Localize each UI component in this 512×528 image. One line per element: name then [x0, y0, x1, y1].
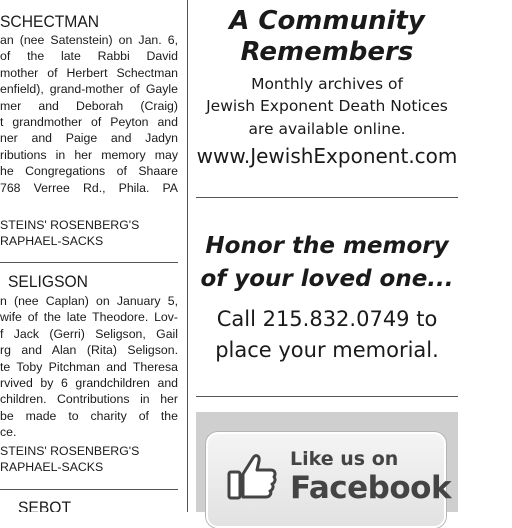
- memorial-heading: Honor the memory: [205, 233, 449, 259]
- website-link[interactable]: www.JewishExponent.com: [196, 144, 458, 168]
- divider: [0, 489, 178, 490]
- obituary-line: mother of Herbert Schectman: [0, 65, 178, 80]
- obituary-column: [0, 0, 178, 512]
- community-title: Remembers: [240, 37, 414, 67]
- obituary-line: of the late Rabbi David: [0, 49, 178, 64]
- funeral-home: RAPHAEL-SACKS: [0, 234, 104, 248]
- divider: [0, 262, 178, 263]
- obituary-line: te Toby Pitchman and Theresa: [0, 359, 178, 374]
- call-to-action: Call 215.832.0749 to: [216, 307, 438, 331]
- obituary-text: [0, 293, 178, 441]
- community-title: A Community: [229, 6, 425, 36]
- obituary-name: SELIGSON: [8, 272, 88, 291]
- obituary-line: ributions in her memory may: [0, 147, 178, 162]
- obituary-line: enfield), grand-mother of Gayle: [0, 82, 178, 97]
- like-us-label: Like us on: [290, 448, 399, 470]
- obituary-name: SCHECTMAN: [0, 12, 100, 31]
- obituary-line: be made to charity of the: [0, 408, 178, 423]
- obituary-line: t grandmother of Peyton and: [0, 115, 178, 130]
- obituary-line: he Congregations of Shaare: [0, 164, 178, 179]
- thumbs-up-icon: [226, 450, 278, 502]
- obituary-line: rvived by 6 grandchildren and: [0, 376, 178, 391]
- obituary-name: SEBOT: [18, 498, 72, 512]
- archive-text: Jewish Exponent Death Notices: [206, 97, 448, 115]
- obituary-line: ner and Paige and Jadyn: [0, 131, 178, 146]
- obituary-line: children. Contributions in her: [0, 392, 178, 407]
- obituary-line: an (nee Satenstein) on Jan. 6,: [0, 33, 178, 47]
- obituary-line: n (nee Caplan) on January 5,: [0, 294, 178, 308]
- column-rule: [187, 0, 188, 512]
- obituary-line: mer and Deborah (Craig): [0, 98, 178, 113]
- funeral-home: STEINS' ROSENBERG'S: [0, 444, 140, 458]
- facebook-panel: [196, 412, 458, 512]
- facebook-like-button[interactable]: [206, 432, 452, 528]
- divider: [196, 197, 458, 198]
- ad-column: [196, 0, 458, 512]
- obituary-line: ce.: [0, 425, 17, 440]
- obituary-line: rg and Alan (Rita) Seligson.: [0, 343, 178, 358]
- archive-text: are available online.: [248, 120, 406, 138]
- divider: [196, 396, 458, 397]
- archive-text: Monthly archives of: [251, 75, 403, 93]
- memorial-heading: of your loved one...: [200, 266, 454, 292]
- call-to-action: place your memorial.: [215, 338, 439, 362]
- obituary-line: 768 Verree Rd., Phila. PA: [0, 180, 178, 195]
- funeral-home: STEINS' ROSENBERG'S: [0, 218, 140, 232]
- obituary-line: f Jack (Gerri) Seligson, Gail: [0, 326, 178, 341]
- obituary-text: [0, 32, 178, 196]
- facebook-label: Facebook: [290, 470, 452, 506]
- obituary-line: wife of the late Theodore. Lov-: [0, 310, 178, 325]
- funeral-home: RAPHAEL-SACKS: [0, 460, 104, 474]
